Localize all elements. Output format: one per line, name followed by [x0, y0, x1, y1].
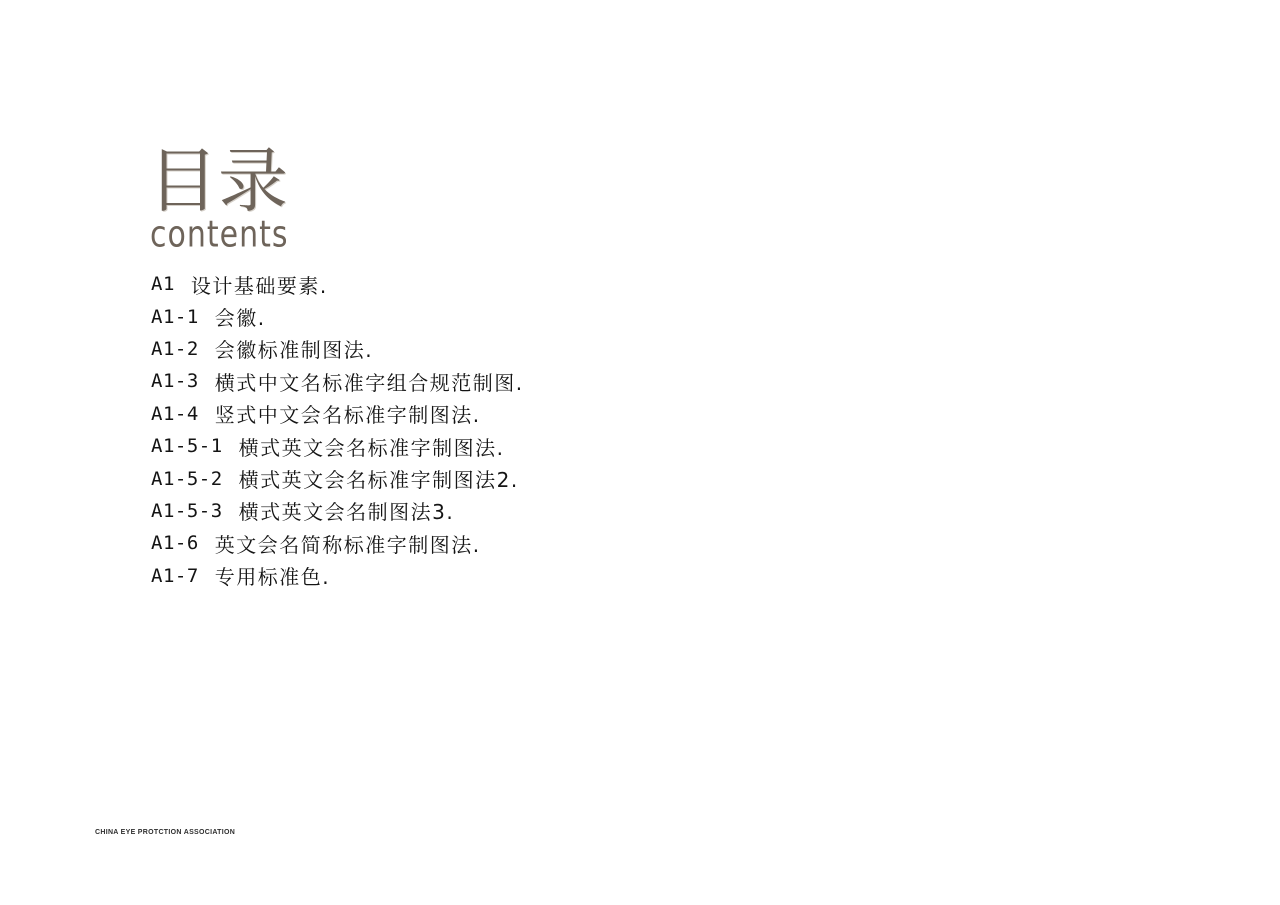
- toc-item-code: A1-5-2: [151, 467, 223, 490]
- toc-item: [151, 495, 524, 527]
- toc-item-code: A1-5-3: [151, 499, 223, 522]
- page-title-block: [148, 140, 288, 222]
- toc-item-title: 横式英文会名制图法3.: [238, 500, 455, 525]
- page-title: 目录: [148, 140, 288, 222]
- toc-item: [151, 462, 524, 494]
- toc-item: [151, 365, 524, 397]
- toc-item: [151, 300, 524, 332]
- toc-item-title: 英文会名简称标准字制图法.: [214, 532, 481, 557]
- toc-item: [151, 268, 524, 300]
- toc-item-code: A1-3: [151, 370, 199, 393]
- toc-item-title: 横式英文会名标准字制图法2.: [238, 468, 519, 493]
- toc-item-title: 专用标准色.: [214, 565, 331, 590]
- toc-item-code: A1-6: [151, 532, 199, 555]
- toc-item-title: 设计基础要素.: [190, 273, 328, 298]
- footer-org-name: CHINA EYE PROTCTION ASSOCIATION: [95, 829, 236, 836]
- toc-item: [151, 398, 524, 430]
- toc-item-code: A1-2: [151, 337, 199, 360]
- toc-item-code: A1-5-1: [151, 435, 223, 458]
- page-subtitle: contents: [150, 213, 289, 257]
- toc-item: [151, 430, 524, 462]
- toc-item-title: 会徽.: [214, 306, 266, 331]
- toc-item: [151, 527, 524, 559]
- toc-item-code: A1: [151, 273, 175, 296]
- toc-item-title: 会徽标准制图法.: [214, 338, 374, 363]
- toc-item-title: 横式英文会名标准字制图法.: [238, 435, 505, 460]
- toc-item: [151, 560, 524, 592]
- toc-item-title: 竖式中文会名标准字制图法.: [214, 403, 481, 428]
- toc-item-code: A1-4: [151, 402, 199, 425]
- toc-item: [151, 333, 524, 365]
- toc-item-code: A1-1: [151, 305, 199, 328]
- toc-list: [151, 268, 524, 592]
- toc-item-title: 横式中文名标准字组合规范制图.: [214, 370, 524, 395]
- toc-item-code: A1-7: [151, 564, 199, 587]
